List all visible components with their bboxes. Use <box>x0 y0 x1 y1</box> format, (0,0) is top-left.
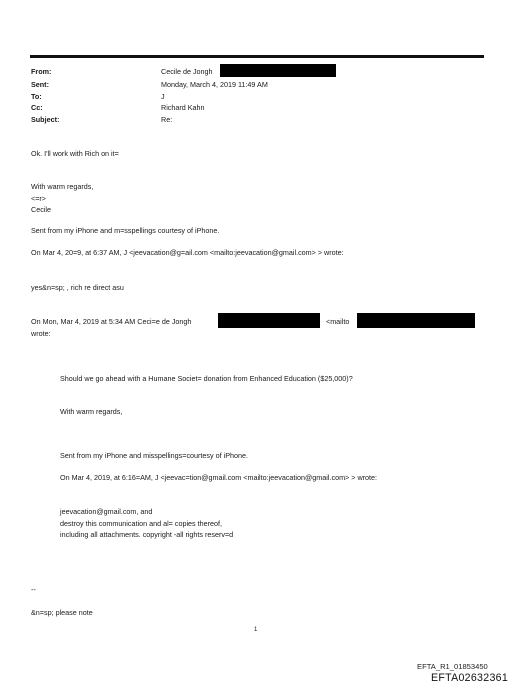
redaction-box <box>218 313 320 328</box>
body-line: <mailto <box>326 317 350 326</box>
quoted-line: On Mar 4, 2019, at 6:16=AM, J <jeevac=tion@gmail.com <mailto:jeevacation@gmail.com> > wrote: <box>60 473 378 482</box>
body-line: On Mar 4, 20=9, at 6:37 AM, J <jeevacation@g=ail.com <mailto:jeevacation@gmail.com> > wrote: <box>31 248 344 257</box>
sent-value: Monday, March 4, 2019 11:49 AM <box>161 80 268 89</box>
body-line: Ok. I'll work with Rich on it= <box>31 149 119 158</box>
body-line: wrote: <box>31 329 51 338</box>
body-line: Cecile <box>31 205 51 214</box>
quoted-line: including all attachments. copyright -all rights reserv=d <box>60 530 234 539</box>
sent-label: Sent: <box>31 80 49 89</box>
body-line: yes&n=sp; , rich re direct asu <box>31 283 124 292</box>
body-line: With warm regards, <box>31 182 94 191</box>
quoted-line: With warm regards, <box>60 407 123 416</box>
page-number: 1 <box>254 627 258 633</box>
body-line: On Mon, Mar 4, 2019 at 5:34 AM Ceci=e de Jongh <box>31 317 192 326</box>
quoted-line: destroy this communication and al= copies thereof, <box>60 519 223 528</box>
from-value: Cecile de Jongh <box>161 67 213 76</box>
cc-label: Cc: <box>31 103 43 112</box>
body-line: Sent from my iPhone and m=sspellings courtesy of iPhone. <box>31 226 220 235</box>
from-label: From: <box>31 67 52 76</box>
bates-number-primary: EFTA_R1_01853450 <box>417 662 488 671</box>
quoted-line: Should we go ahead with a Humane Societ= donation from Enhanced Education ($25,000)? <box>60 374 353 383</box>
body-line: <=r> <box>31 194 46 203</box>
to-label: To: <box>31 92 42 101</box>
to-value: J <box>161 92 165 101</box>
subject-value: Re: <box>161 115 173 124</box>
redaction-box <box>357 313 475 328</box>
quoted-line: Sent from my iPhone and misspellings=courtesy of iPhone. <box>60 451 248 460</box>
body-line: &n=sp; please note <box>31 608 93 617</box>
top-rule <box>30 55 484 58</box>
cc-value: Richard Kahn <box>161 103 205 112</box>
quoted-line: jeevacation@gmail.com, and <box>60 507 153 516</box>
bates-number-secondary: EFTA02632361 <box>431 672 509 684</box>
signature-dash: -- <box>31 585 36 594</box>
subject-label: Subject: <box>31 115 60 124</box>
redaction-box <box>220 64 336 77</box>
